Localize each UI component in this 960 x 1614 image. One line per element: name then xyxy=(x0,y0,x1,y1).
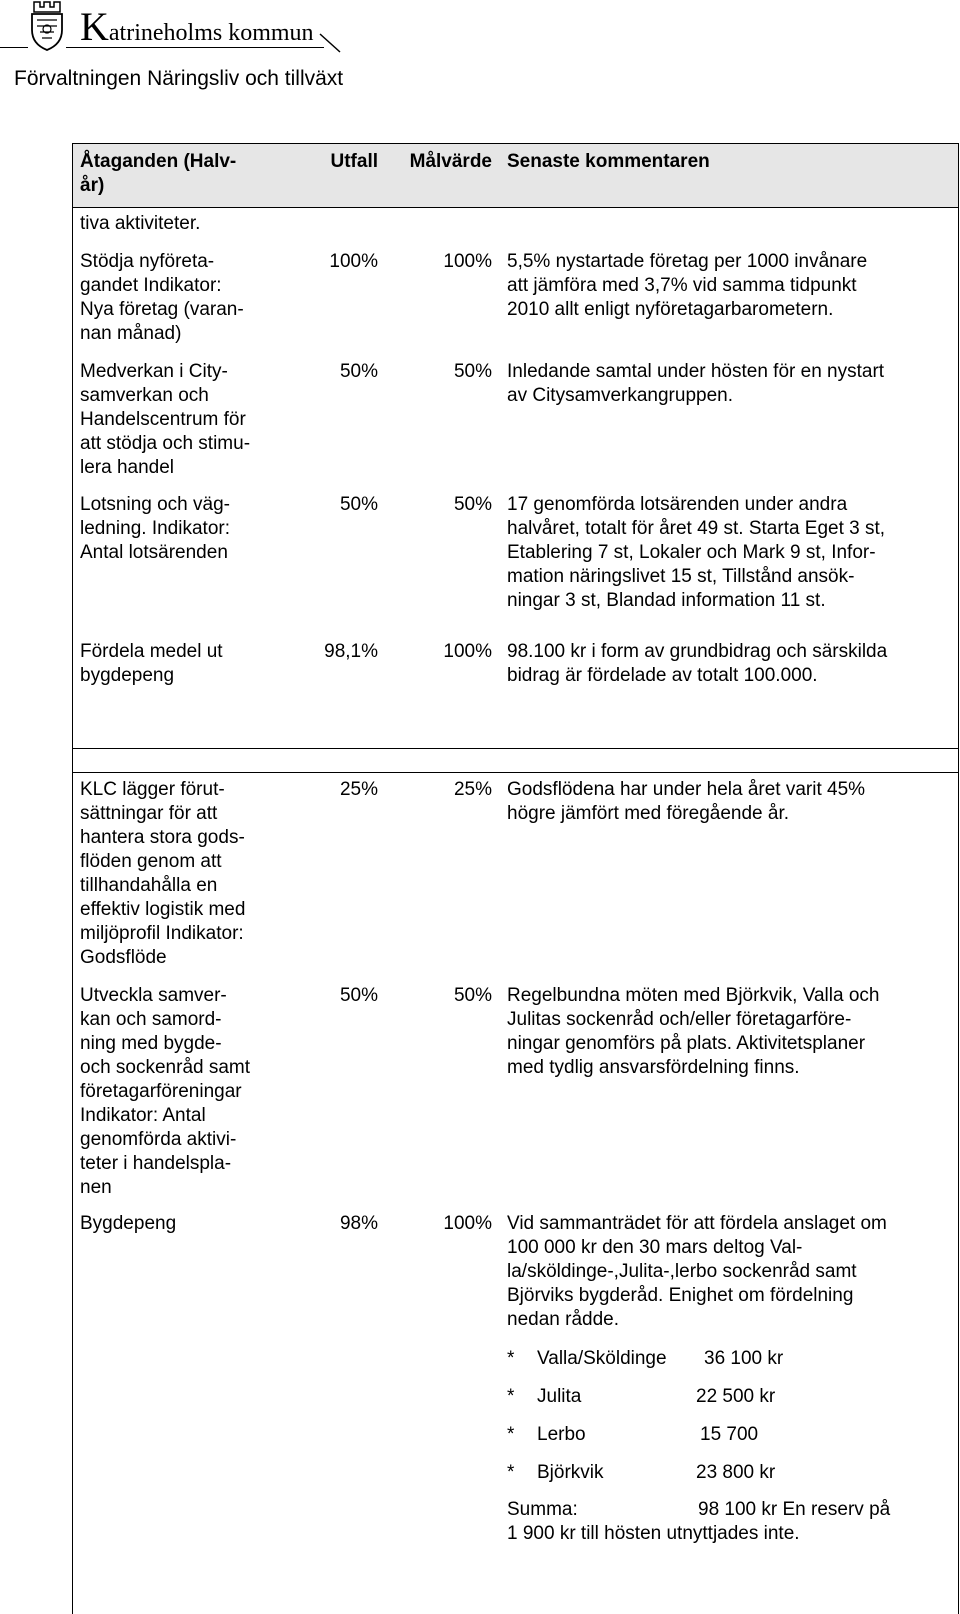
distribution-amount: 22 500 kr xyxy=(696,1386,776,1407)
column-header-line: år) xyxy=(80,175,105,196)
comment-line: ningar genomförs på plats. Aktivitetsplaner xyxy=(507,1033,866,1054)
row-title-line: och sockenråd samt xyxy=(80,1057,251,1078)
comment-line: Vid sammanträdet för att fördela anslaget om xyxy=(507,1213,887,1234)
table-row-6-comment xyxy=(507,984,947,1080)
comment-line: la/sköldinge-,Julita-,lerbo sockenråd samt xyxy=(507,1261,857,1282)
row-title-line: att stödja och stimu- xyxy=(80,433,251,454)
distribution-name: Valla/Sköldinge xyxy=(537,1348,667,1369)
comment-line: Etablering 7 st, Lokaler och Mark 9 st, Infor- xyxy=(507,542,876,563)
row-title-line: samverkan och xyxy=(80,385,209,406)
row-title-line: teter i handelspla- xyxy=(80,1153,232,1174)
comment-line: nedan rådde. xyxy=(507,1309,619,1330)
table-row-1-comment xyxy=(507,250,947,322)
summa-text: 98 100 kr En reserv på xyxy=(698,1499,891,1520)
row-title-line: genomförda aktivi- xyxy=(80,1129,237,1150)
comment-line: Björviks bygderåd. Enighet om fördelning xyxy=(507,1285,854,1306)
row-title-line: Medverkan i City- xyxy=(80,361,228,382)
summa-text-2: 1 900 kr till hösten utnyttjades inte. xyxy=(507,1523,800,1544)
distribution-name: Lerbo xyxy=(537,1424,586,1445)
table-row-1-title xyxy=(80,250,280,346)
column-header-kommentar: Senaste kommentaren xyxy=(507,151,710,172)
table-row-5-comment xyxy=(507,778,947,826)
table-row-7-utfall: 98% xyxy=(339,1213,378,1234)
row-title-line: KLC lägger förut- xyxy=(80,779,225,800)
column-header-ataganden xyxy=(80,150,280,198)
column-header-line: Åtaganden (Halv- xyxy=(80,151,237,172)
comment-line: Godsflödena har under hela året varit 45% xyxy=(507,779,866,800)
comment-line: 5,5% nystartade företag per 1000 invånare xyxy=(507,251,868,272)
distribution-name: Julita xyxy=(537,1386,582,1407)
table-row-7-title xyxy=(80,1212,280,1236)
comment-line: bidrag är fördelade av totalt 100.000. xyxy=(507,665,818,686)
municipality-crest-icon xyxy=(28,0,66,52)
table-row-3-malvarde: 50% xyxy=(453,494,492,515)
row-title-line: lera handel xyxy=(80,457,175,478)
table-row-3-title xyxy=(80,493,280,565)
row-title-line: Utveckla samver- xyxy=(80,985,227,1006)
table-row-4-utfall: 98,1% xyxy=(324,641,378,662)
bullet: * xyxy=(507,1462,515,1483)
comment-line: halvåret, totalt för året 49 st. Starta Eget 3 st, xyxy=(507,518,886,539)
table-header-border xyxy=(72,207,959,208)
table-row-3-comment xyxy=(507,493,947,613)
table-row-1-malvarde: 100% xyxy=(443,251,492,272)
row-title-line: företagarföreningar xyxy=(80,1081,242,1102)
row-title-line: Handelscentrum för xyxy=(80,409,246,430)
table-row-2-malvarde: 50% xyxy=(453,361,492,382)
bullet: * xyxy=(507,1348,515,1369)
bullet: * xyxy=(507,1424,515,1445)
row-title-line: hantera stora gods- xyxy=(80,827,245,848)
comment-line: 2010 allt enligt nyföretagarbarometern. xyxy=(507,299,834,320)
row-title-line: miljöprofil Indikator: xyxy=(80,923,244,944)
comment-line: med tydlig ansvarsfördelning finns. xyxy=(507,1057,800,1078)
column-header-utfall: Utfall xyxy=(330,151,378,172)
row-title-line: nan månad) xyxy=(80,323,182,344)
comment-line: 100 000 kr den 30 mars deltog Val- xyxy=(507,1237,803,1258)
table-row-5-utfall: 25% xyxy=(339,779,378,800)
row-title-line: bygdepeng xyxy=(80,665,175,686)
department-title: Förvaltningen Näringsliv och tillväxt xyxy=(14,67,344,90)
brand-underline xyxy=(66,47,324,48)
comment-line: Regelbundna möten med Björkvik, Valla och xyxy=(507,985,880,1006)
table-row-4-comment xyxy=(507,640,947,688)
row-title-line: Bygdepeng xyxy=(80,1213,177,1234)
row-title-line: Antal lotsärenden xyxy=(80,542,228,563)
summa-label: Summa: xyxy=(507,1499,578,1520)
row-title-line: Fördela medel ut xyxy=(80,641,223,662)
table-row-5-title xyxy=(80,778,280,970)
table-section-border xyxy=(72,748,959,749)
distribution-amount: 15 700 xyxy=(700,1424,759,1445)
row-title-line: Lotsning och väg- xyxy=(80,494,230,515)
comment-line: 17 genomförda lotsärenden under andra xyxy=(507,494,848,515)
table-row-7-malvarde: 100% xyxy=(443,1213,492,1234)
table-row-4-malvarde: 100% xyxy=(443,641,492,662)
comment-line: ningar 3 st, Blandad information 11 st. xyxy=(507,590,826,611)
row-title-line: effektiv logistik med xyxy=(80,899,246,920)
comment-line: Inledande samtal under hösten för en nystart xyxy=(507,361,885,382)
carryover-text: tiva aktiviteter. xyxy=(80,213,201,234)
table-row-2-title xyxy=(80,360,280,480)
row-title-line: kan och samord- xyxy=(80,1009,222,1030)
brand-slash-mark xyxy=(318,30,342,54)
row-title-line: ning med bygde- xyxy=(80,1033,222,1054)
table-left-border xyxy=(72,143,73,1614)
row-title-line: gandet Indikator: xyxy=(80,275,222,296)
brand-name xyxy=(80,4,314,49)
table-row-2-utfall: 50% xyxy=(339,361,378,382)
table-right-border xyxy=(958,143,959,1614)
row-title-line: ledning. Indikator: xyxy=(80,518,230,539)
row-title-line: flöden genom att xyxy=(80,851,222,872)
comment-line: 98.100 kr i form av grundbidrag och särskilda xyxy=(507,641,888,662)
row-title-line: Godsflöde xyxy=(80,947,167,968)
bullet: * xyxy=(507,1386,515,1407)
row-title-line: tillhandahålla en xyxy=(80,875,218,896)
table-top-border xyxy=(72,143,959,144)
brand-initial: K xyxy=(80,4,109,49)
row-title-line: Stödja nyföreta- xyxy=(80,251,215,272)
row-title-line: nen xyxy=(80,1177,112,1198)
table-row-2-comment xyxy=(507,360,947,408)
row-title-line: Nya företag (varan- xyxy=(80,299,244,320)
table-row-6-malvarde: 50% xyxy=(453,985,492,1006)
distribution-amount: 23 800 kr xyxy=(696,1462,776,1483)
comment-line: Julitas sockenråd och/eller företagarföre- xyxy=(507,1009,852,1030)
row-title-line: Indikator: Antal xyxy=(80,1105,206,1126)
table-row-1-utfall: 100% xyxy=(329,251,378,272)
table-row-7-comment xyxy=(507,1212,947,1332)
row-title-line: sättningar för att xyxy=(80,803,218,824)
distribution-amount: 36 100 kr xyxy=(704,1348,784,1369)
table-row-6-title xyxy=(80,984,280,1200)
comment-line: högre jämfört med föregående år. xyxy=(507,803,790,824)
comment-line: att jämföra med 3,7% vid samma tidpunkt xyxy=(507,275,857,296)
table-row-4-title xyxy=(80,640,280,688)
table-section-border-2 xyxy=(72,772,959,773)
table-row-3-utfall: 50% xyxy=(339,494,378,515)
table-row-6-utfall: 50% xyxy=(339,985,378,1006)
distribution-name: Björkvik xyxy=(537,1462,604,1483)
brand-rest: atrineholms kommun xyxy=(108,20,314,46)
comment-line: av Citysamverkangruppen. xyxy=(507,385,733,406)
column-header-malvarde: Målvärde xyxy=(409,151,492,172)
brand-underline-left xyxy=(0,47,28,48)
comment-line: mation näringslivet 15 st, Tillstånd ansök- xyxy=(507,566,855,587)
table-row-5-malvarde: 25% xyxy=(453,779,492,800)
